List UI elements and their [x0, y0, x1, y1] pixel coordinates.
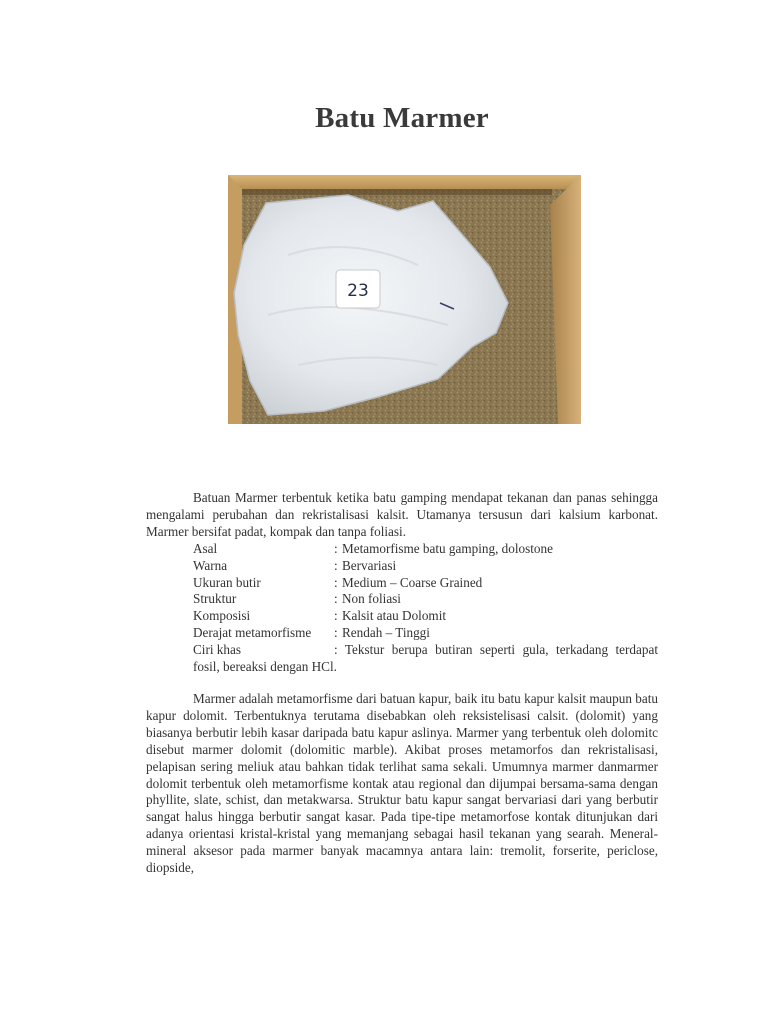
property-row [146, 591, 658, 608]
property-row [146, 625, 658, 642]
property-colon: : [334, 642, 345, 658]
property-colon: : [334, 608, 338, 624]
property-label: Asal [193, 540, 218, 556]
property-row [146, 575, 658, 592]
property-value: Non foliasi [342, 591, 401, 607]
intro-paragraph: Batuan Marmer terbentuk ketika batu gamping mendapat tekanan dan panas sehingga mengalami perubahan dan rekristalisasi kalsit. Utamanya tersusun dari kalsium karbonat. Marmer bersifat padat, kompak dan tanpa foliasi. [146, 490, 658, 539]
page-title: Batu Marmer [315, 102, 489, 134]
marble-photo [228, 175, 581, 424]
property-value: Medium – Coarse Grained [342, 574, 483, 590]
ciri-khas-value: Tekstur berupa butiran seperti gula, terkadang terdapat fosil, bereaksi dengan HCl. [193, 642, 658, 675]
intro-section [146, 490, 658, 676]
property-value: Bervariasi [342, 557, 397, 573]
property-colon: : [334, 625, 338, 641]
sample-number-label: 23 [347, 281, 369, 301]
ciri-khas-row [146, 642, 658, 676]
property-label: Ukuran butir [193, 574, 261, 590]
property-value: Rendah – Tinggi [342, 625, 430, 641]
property-label: Struktur [193, 591, 237, 607]
second-paragraph: Marmer adalah metamorfisme dari batuan kapur, baik itu batu kapur kalsit maupun batu kapur dolomit. Terbentuknya terutama disebabkan oleh reksistelisasi calsit. (dolomit) yang biasanya berbutir lebih kasar daripada batu kapur aslinya. Marmer yang terbentuk oleh dolomitc disebut marmer dolomit (dolomitic marble). Akibat proses metamorfos dan rekristalisasi, pelapisan sering meliuk atau bahkan tidak terlihat sama sekali. Umumnya marmer danmarmer dolomit terbentuk oleh metamorfisme kontak atau regional dan dijumpai bersama-sama dengan phyllite, slate, schist, dan metakwarsa. Struktur batu kapur sangat bervariasi dari yang berbutir sangat halus hingga berbutir sangat kasar. Pada tipe-tipe metamorfose kontak ditunjukan dari adanya orientasi kristal-kristal yang memanjang sebagai hasil tekanan yang searah. Meneral-mineral aksesor pada marmer banyak macamnya antara lain: tremolit, forserite, periclose, diopside, [146, 691, 658, 876]
property-row [146, 608, 658, 625]
property-value: Kalsit atau Dolomit [342, 608, 447, 624]
property-label: Derajat metamorfisme [193, 625, 312, 641]
property-colon: : [334, 591, 338, 607]
property-row [146, 541, 658, 558]
marble-photo-image [228, 175, 581, 424]
property-value: Metamorfisme batu gamping, dolostone [342, 540, 553, 556]
property-colon: : [334, 540, 338, 556]
property-label: Komposisi [193, 608, 251, 624]
property-row [146, 558, 658, 575]
property-list [146, 541, 658, 642]
ciri-khas-label: Ciri khas [193, 642, 241, 658]
property-label: Warna [193, 557, 228, 573]
property-colon: : [334, 557, 338, 573]
property-colon: : [334, 574, 338, 590]
